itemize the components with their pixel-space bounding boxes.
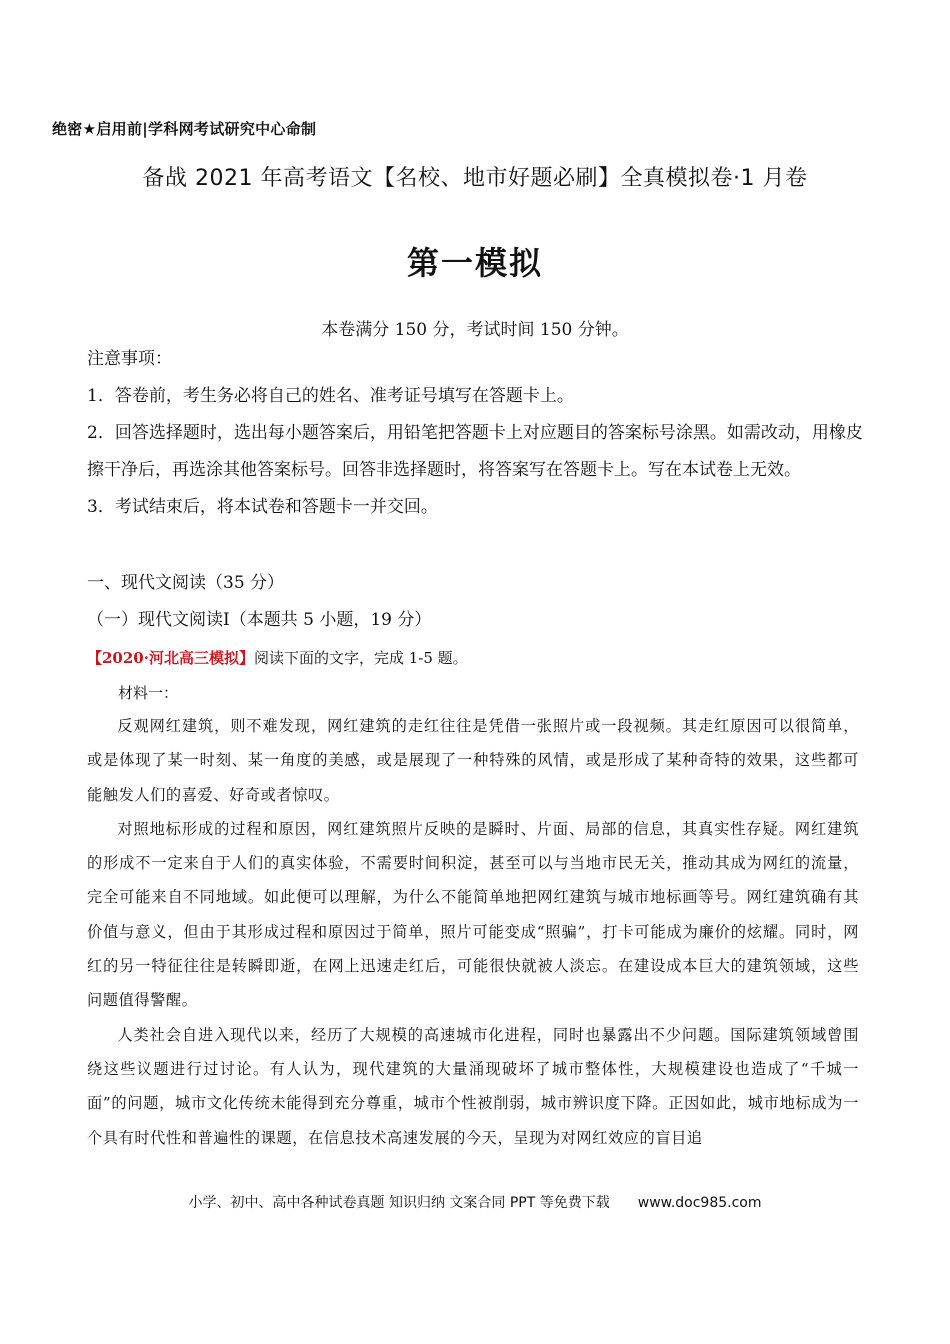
reading-instruction: 阅读下面的文字，完成 1-5 题。 (253, 649, 468, 667)
confidential-header: 绝密★启用前|学科网考试研究中心命制 (52, 120, 317, 138)
question-source-line (87, 645, 468, 671)
footer-text: 小学、初中、高中各种试卷真题 知识归纳 文案合同 PPT 等免费下载 (188, 1195, 610, 1211)
score-info: 本卷满分 150 分，考试时间 150 分钟。 (321, 320, 629, 340)
material-label: 材料一： (118, 684, 179, 702)
notice-heading (87, 341, 867, 378)
notice-item-3: 3．考试结束后，将本试卷和答题卡一并交回。 (87, 497, 438, 517)
section-heading-text: 一、现代文阅读（35 分） (87, 573, 285, 593)
notice-item-2: 2．回答选择题时，选出每小题答案后，用铅笔把答题卡上对应题目的答案标号涂黑。如需改动，用橡皮擦干净后，再选涂其他答案标号。回答非选择题时，将答案写在答题卡上。写在本试卷上无效。 (87, 423, 863, 480)
mock-title: 第一模拟 (406, 244, 543, 282)
notice-item-1: 1．答卷前，考生务必将自己的姓名、准考证号填写在答题卡上。 (87, 386, 574, 406)
exam-title: 备战 2021 年高考语文【名校、地市好题必刷】全真模拟卷·1 月卷 (142, 166, 808, 191)
reading-passage (87, 709, 859, 1155)
notice-list (87, 378, 867, 526)
footer-site: www.doc985.com (637, 1195, 762, 1211)
page-footer (0, 1192, 950, 1212)
notice-heading-text: 注意事项： (87, 349, 172, 369)
source-tag: 【2020·河北高三模拟】 (87, 649, 254, 667)
subsection-heading (87, 602, 867, 639)
passage-paragraph-3: 人类社会自进入现代以来，经历了大规模的高速城市化进程，同时也暴露出不少问题。国际建筑领域曾围绕这些议题进行过讨论。有人认为，现代建筑的大量涌现破坏了城市整体性，大规模建设也造成了“千城一面”的问题，城市文化传统未能得到充分尊重，城市个性被削弱，城市辨识度下降。正因如此，城市地标成为一个具有时代性和普遍性的课题，在信息技术高速发展的今天，呈现为对网红效应的盲目追 (87, 1025, 859, 1147)
section-heading (87, 565, 867, 602)
passage-paragraph-2: 对照地标形成的过程和原因，网红建筑照片反映的是瞬时、片面、局部的信息，其真实性存疑。网红建筑的形成不一定来自于人们的真实体验，不需要时间积淀，甚至可以与当地市民无关，推动其成为网红的流量，完全可能来自不同地域。如此便可以理解，为什么不能简单地把网红建筑与城市地标画等号。网红建筑确有其价值与意义，但由于其形成过程和原因过于简单，照片可能变成“照骗”，打卡可能成为廉价的炫耀。同时，网红的另一特征往往是转瞬即逝，在网上迅速走红后，可能很快就被人淡忘。在建设成本巨大的建筑领域，这些问题值得警醒。 (87, 819, 859, 1010)
subsection-heading-text: （一）现代文阅读Ⅰ（本题共 5 小题，19 分） (87, 610, 432, 630)
passage-paragraph-1: 反观网红建筑，则不难发现，网红建筑的走红往往是凭借一张照片或一段视频。其走红原因可以很简单，或是体现了某一时刻、某一角度的美感，或是展现了一种特殊的风情，或是形成了某种奇特的效果，这些都可能触发人们的喜爱、好奇或者惊叹。 (87, 717, 859, 804)
